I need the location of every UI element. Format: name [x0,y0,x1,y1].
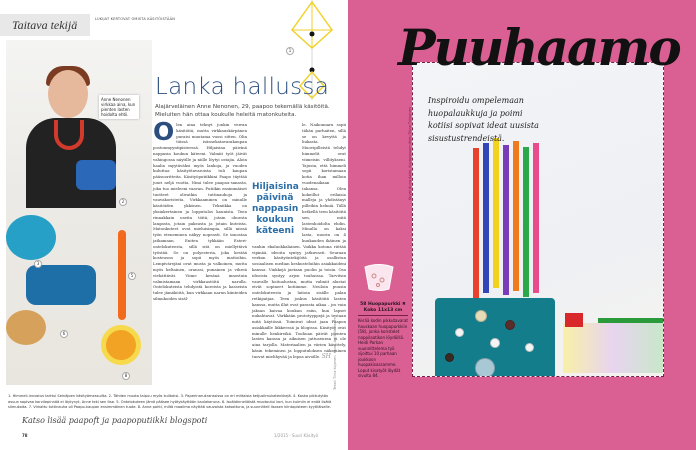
sidebar-text: Kerää kodin pikkutavarat hauskaan huopapurkkiin (58), jonka koristelet nappilaatikon löydöillä. Heidi Porkan suunnittelema työ sijoittui 10 parhaan joukkoon huopakisassamme. Loput kisatyöt löydät sivulta 84. [358,318,408,378]
blog-link[interactable]: Katso lisää paapoft ja paapoputiikki blogspoti [22,416,208,425]
photo-credit: Teksti Tiina Kojonen. Kuvat Antti Nenonen. [333,316,337,390]
pattern-sidebar [358,302,408,379]
photo-number: 3 [34,260,42,268]
crochet-star [6,215,56,260]
pencil [483,143,489,293]
drawing-paper [563,323,663,373]
crochet-rattle [101,325,141,365]
person-head [48,70,88,118]
pencil [493,138,499,288]
section-tagline: LUKIJAT KERTOVAT OMISTA KÄSITÖISTÄÄN [95,17,176,21]
photo-captions: 1. Himmeli-innostus tarttui Seinäjoen käsityömessuilta. 2. Tähden muoto taipuu myös kuiltoksi. 3. Paperinarukranssissa on eri mittaisia ketjusilmukatenkkejä. 4. Koska pikkutytön asuun sopivaa korvilepinnää ei löytynyt, Anne teki sen itse. 5. Ontelokuteen jämä pääsee hyötykäyttöön kaulakoruna. 6. Isoäidinneliöistä muotoutui kori, kun kulmiin ei enää lisätä silmukoita. 7. Virkattu tuttinauha oli Paapo-kaupan ensimmäinen tuote. 8. Anne pohti, miltä maailma näyttää vauvoista katsottuna, ja suunnitteli lisosen kiintopisteen kyytiläiselle. [8,394,332,409]
body-text-2: le. Naikonnaru sopii tähän parhaiten, sillä se on kevyttä ja liukasta. Muovipilleistä tehdyt himmelit ovat viimeisin villitykseni. Tajusin, että himmeli sopii koristamaan kotia ihan milloin vuodenaikaan tahansa. Olen kokeillut erilaisia malleja ja yhdistänyt pilleihin helmiä. Tällä hetkellä teen käsitöitä sen, mitä lastenhoidolta ehdin. Minulla on kaksi lasta, nuorin on 4 kuukauden ikäinen ja vanhin ekaluokkalainen. Vaikka kotona riittää vipinää, ideoita syntyy jatkuvasti. Seuraan verkon käsityöntekijöitä ja osallistun sosiaalisen median keskusteluihin asiakkaideni kanssa. Vinkkejä jaetaan puolin ja toisin. Osa ideoista syntyy arjen touhuissa. Tarvitsin vauvalle hoitoalustan, mutta valmiit alustat eivät sopineet kotiimme. Neuloin puusin ontelokuteesta ja laitoin sisälle palan retkipatjaa. Teen joskus käsitöitä lasten kanssa, mutta illat ovat parasta aikaa – jos vain jaksan kaivaa koukun esiin, kun lapset nukahtavat. Värkkään prototyyppejä ja testaan mitä käytössä. Toimivat ideat jaan Paapon asiakkaille liikkeessä ja blogissa. Käsityöt ovat minulle henkireikä. Touhuan päivät pienten lasten kanssa ja aikuisen juttuseuraa ei ole aina tarjolla. Materiaalien ja värien käsittely, käsin tekeminen ja lopputuloksen näkeminen tuovat mielihyvää ja lepoa aivoille. [252,122,346,359]
pull-quote: Hiljaisina päivinä nappasin koukun käteeni [252,182,299,236]
photo-credit-right: Kuvat Anna Aalto. Kuvaussuunnittelu Taina Tirkkonen [408,106,412,200]
article-deck: Alajärveläinen Anne Nenonen, 29, paapoo tekemällä käsitöitä. Mieluiten hän ottaa koukulle heleitä matonkuteita. [155,104,330,118]
intro-text: Inspiroidu ompelemaan huopalaukkuja ja poimi kotiisi sopivat ideat uusista sisustustrendeistä. [428,96,539,143]
sidebar-title: 58 Huopapurkki ✖ Koko 11x13 cm [358,302,408,316]
pencil [533,143,539,293]
photo-number: 2 [119,198,127,206]
crafts-photo [6,40,152,385]
body-column-2 [252,122,346,387]
drop-cap: O [153,117,175,146]
sharpener [565,313,583,327]
rope-wreath [6,310,46,345]
photo-number: 5 [128,272,136,280]
felt-jar [435,298,555,377]
blue-basket [76,160,116,190]
page-number: 78 [22,433,28,438]
necklace [54,120,84,150]
issue-label: 1/2015 · Suuri Käsityö [274,433,319,438]
section-tag: Taitava tekijä [0,14,90,36]
article-title: Lanka hallussa [155,74,330,100]
pencil [503,145,509,295]
brand-title: Puuhaamo [398,18,680,77]
pacifier-strap [118,230,126,320]
right-page [348,0,696,450]
crochet-basket [26,265,96,305]
body-text-1: len aina tehnyt jonkin verran käsitöitä, mutta virkkauskärpänen puraisi muutama vuosi sitten. Olin töissä isänsekatavarakaupan postonmyyntipisteessä. Hiljaisina päivinä nappasin koukun käteeni. Valmiit työt jäivät vahingossa näytille ja niille löytyi ostajia. Aloin haalia myytäväksi myös lankoja, ja vuoden kuluttua käsityötavaroista tuli kaupan pääsuoritteita. Käsityöputiikkini Paapo täyttää juuri neljä vuotta. Nimi tulee paapoa-sanasta, joka tuo mieleeni vaavan. Putiikin ensimmäiset tuotteet olivatkin tuttinauhoja ja vauvakoristeita. Virkkaaminen on minulle käsitöiden ykkönen. Tekniikka on yksinkertainen ja lopputulos kaunista. Teen rinnakkain useita töitä, jotain ohuesta langasta, jotain paksusta ja jotain kuteista. Matonkuteet ovat mieluisimpia, sillä niissä työn eteneminen näkyy nopeasti. Se innostaa jatkamaan. Eniten tykkään Esteri-ontelokuteesta, sillä sitä on miellyttävä työstää. Se on polyesteria, joka kestää kosteuson ja sopii myös mattoihin. Lempivärejäni ovat musta ja valkoinen, mutta myös keltainen, oranssi, punainen ja vihreä viehättävät. Viime kesänä innostuin valmistamaan virkkaustöitä narulla. Ontelokuteista tehdyistä koreista ja kasseista tulee jämäköitä, kun virkkaan narun kiinteiden silmukoiden sisäl- [153,122,247,301]
cup-sketch-icon [362,262,396,292]
photo-number: 8 [122,372,130,380]
body-column-1 [153,117,247,387]
pencil [473,148,479,298]
pencil [523,147,529,297]
photo-note: Anne Nenonen virkkaa aina, kun pienten lasten hoidolta ehtii. [99,95,139,119]
photo-number: 6 [60,330,68,338]
green-pencil [598,318,664,323]
pencil [513,141,519,291]
photo-number: 1 [286,47,294,55]
author-signature: SH [321,352,331,360]
